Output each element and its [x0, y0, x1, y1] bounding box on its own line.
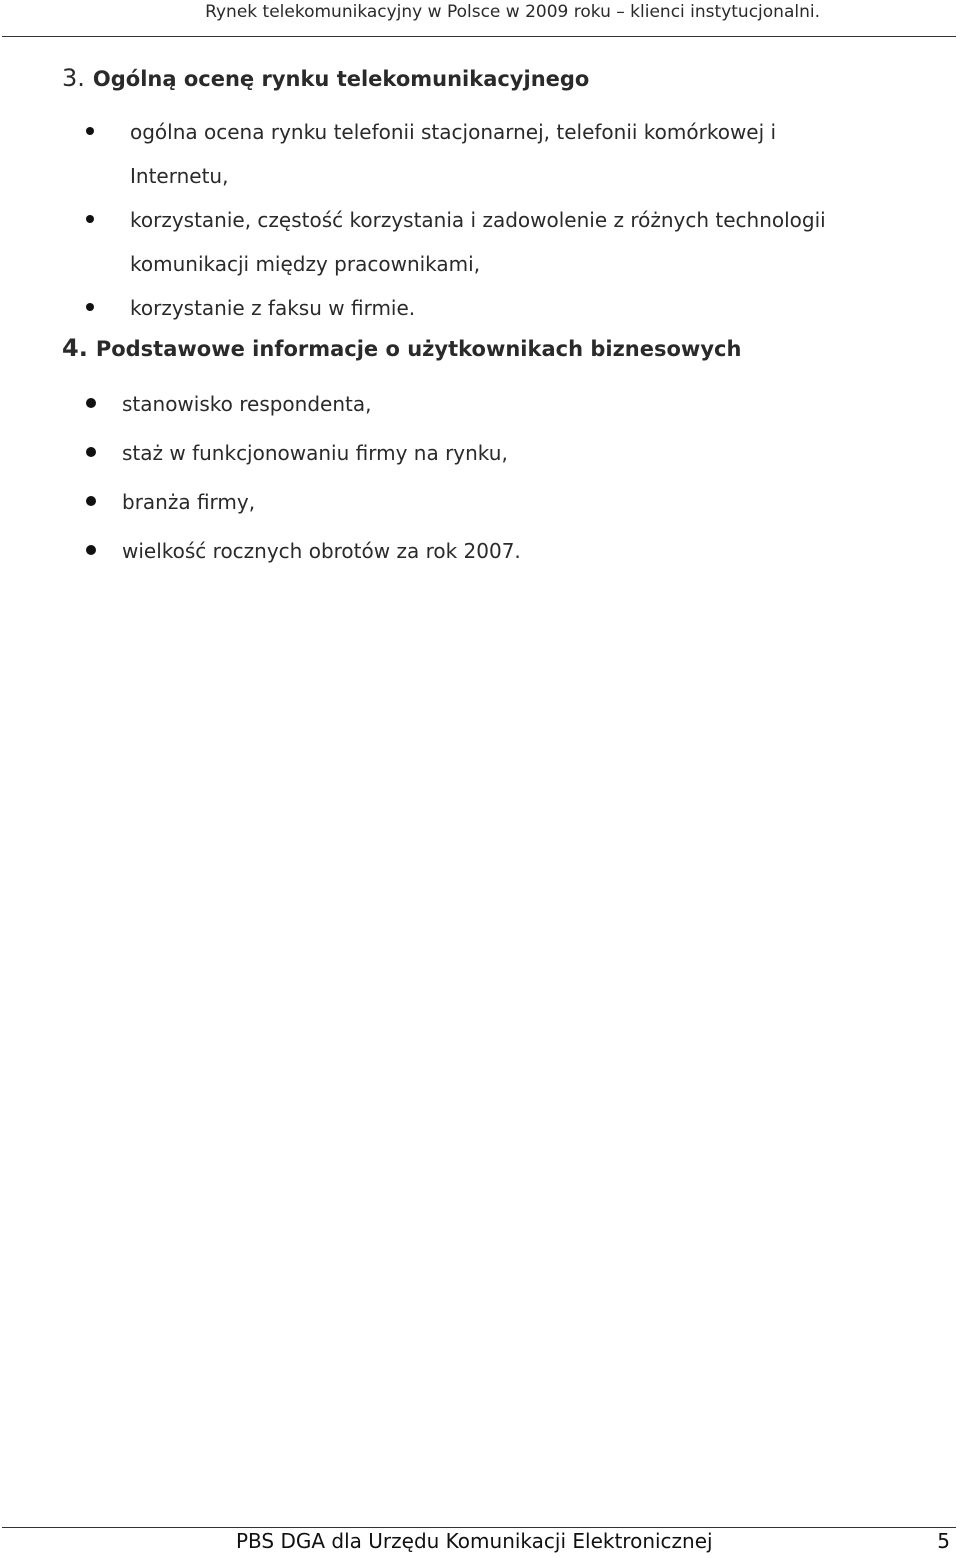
bullet-icon: [86, 398, 96, 408]
list-item-text: komunikacji między pracownikami,: [130, 252, 481, 276]
list-item-text: ogólna ocena rynku telefonii stacjonarnej, telefonii komórkowej i: [130, 120, 777, 144]
bullet-icon: [86, 545, 96, 555]
list-item: [0, 429, 521, 478]
list-item-text: staż w funkcjonowaniu firmy na rynku,: [122, 441, 508, 465]
section-3-list: [0, 110, 826, 330]
footer-divider: [2, 1527, 956, 1528]
list-item-text: branża firmy,: [122, 490, 256, 514]
section-heading-4: [62, 334, 741, 362]
section-title: Ogólną ocenę rynku telekomunikacyjnego: [92, 67, 590, 91]
list-item: [0, 478, 521, 527]
list-item: [0, 527, 521, 576]
list-item: [0, 110, 826, 154]
page-number: 5: [937, 1529, 950, 1553]
list-item-text: Internetu,: [130, 164, 229, 188]
list-item-text: korzystanie, częstość korzystania i zadowolenie z różnych technologii: [130, 208, 826, 232]
header-title: Rynek telekomunikacyjny w Polsce w 2009 roku – klienci instytucjonalni.: [205, 2, 820, 22]
bullet-icon: [86, 447, 96, 457]
page-header: [0, 0, 960, 36]
footer-text: PBS DGA dla Urzędu Komunikacji Elektronicznej: [236, 1529, 713, 1553]
section-title: Podstawowe informacje o użytkownikach biznesowych: [95, 337, 742, 361]
list-item-text: stanowisko respondenta,: [122, 392, 372, 416]
header-divider: [2, 36, 956, 37]
list-item-continuation: [0, 242, 826, 286]
bullet-icon: [86, 303, 94, 311]
list-item: [0, 198, 826, 242]
list-item: [0, 286, 826, 330]
bullet-icon: [86, 496, 96, 506]
section-heading-3: [62, 64, 589, 92]
list-item-text: wielkość rocznych obrotów za rok 2007.: [122, 539, 521, 563]
section-number: 4.: [62, 334, 88, 362]
list-item-text: korzystanie z faksu w firmie.: [130, 296, 416, 320]
list-item-continuation: [0, 154, 826, 198]
section-4-list: [0, 380, 521, 576]
bullet-icon: [86, 127, 94, 135]
bullet-icon: [86, 215, 94, 223]
list-item: [0, 380, 521, 429]
section-number: 3.: [62, 64, 85, 92]
